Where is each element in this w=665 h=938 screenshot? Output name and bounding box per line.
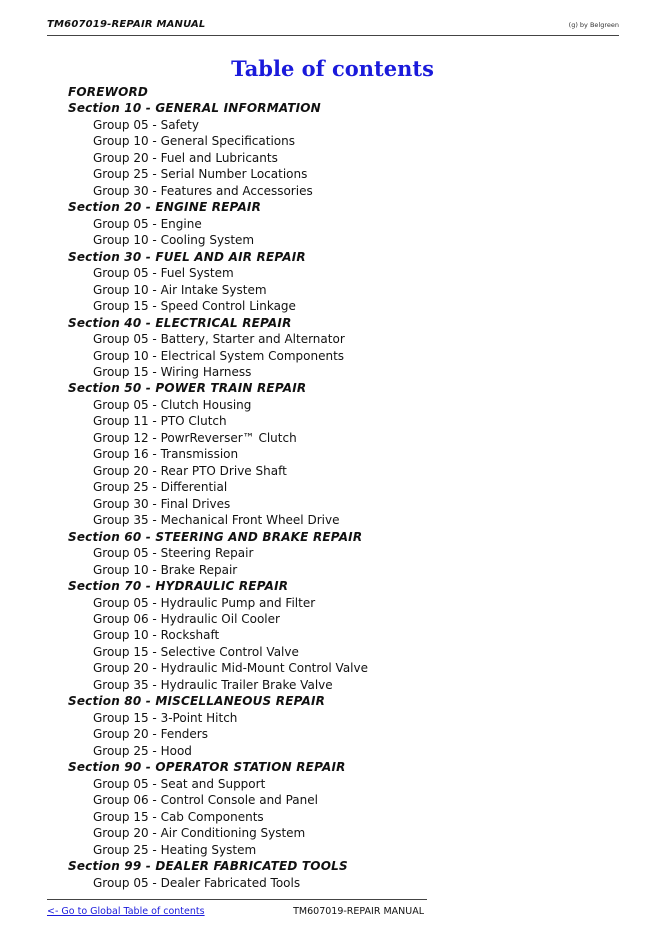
toc-group-link[interactable]: Group 20 - Air Conditioning System <box>93 826 306 841</box>
footer-manual-id: TM607019-REPAIR MANUAL <box>293 906 424 917</box>
toc-group-link[interactable]: Group 25 - Heating System <box>93 842 257 857</box>
toc-group-link[interactable]: Group 06 - Control Console and Panel <box>93 793 318 808</box>
credit-text: (g) by Belgreen <box>568 21 619 29</box>
toc-group-link[interactable]: Group 05 - Fuel System <box>93 266 234 281</box>
toc-section-link[interactable]: Section 50 - POWER TRAIN REPAIR <box>68 381 307 396</box>
toc-group-link[interactable]: Group 10 - Electrical System Components <box>93 348 345 363</box>
toc-group-link[interactable]: Group 05 - Hydraulic Pump and Filter <box>93 595 316 610</box>
toc-group-link[interactable]: Group 15 - Selective Control Valve <box>93 644 299 659</box>
toc-group-link[interactable]: Group 05 - Dealer Fabricated Tools <box>93 875 301 890</box>
toc-group-link[interactable]: Group 20 - Fenders <box>93 727 208 742</box>
page-header <box>47 17 619 36</box>
toc-list <box>68 84 468 891</box>
toc-group-link[interactable]: Group 16 - Transmission <box>93 447 239 462</box>
toc-group-link[interactable]: Group 15 - 3-Point Hitch <box>93 710 238 725</box>
toc-group-link[interactable]: Group 25 - Differential <box>93 480 228 495</box>
toc-section-link[interactable]: Section 20 - ENGINE REPAIR <box>68 200 262 215</box>
toc-group-link[interactable]: Group 25 - Serial Number Locations <box>93 167 308 182</box>
toc-group-link[interactable]: Group 25 - Hood <box>93 743 192 758</box>
toc-group-link[interactable]: Group 10 - General Specifications <box>93 134 295 149</box>
toc-group-link[interactable]: Group 10 - Rockshaft <box>93 628 220 643</box>
toc-group-link[interactable]: Group 06 - Hydraulic Oil Cooler <box>93 612 280 626</box>
toc-group-link[interactable]: Group 30 - Features and Accessories <box>93 183 313 198</box>
page-footer <box>47 899 427 920</box>
toc-group-link[interactable]: Group 12 - PowrReverser™ Clutch <box>93 430 297 445</box>
toc-section-link[interactable]: Section 10 - GENERAL INFORMATION <box>68 101 321 116</box>
toc-group-link[interactable]: Group 05 - Clutch Housing <box>93 397 252 412</box>
toc-group-link[interactable]: Group 10 - Cooling System <box>93 233 255 248</box>
toc-section-link[interactable]: Section 60 - STEERING AND BRAKE REPAIR <box>68 529 363 544</box>
global-toc-link[interactable]: <- Go to Global Table of contents <box>47 906 205 917</box>
toc-group-link[interactable]: Group 30 - Final Drives <box>93 496 231 511</box>
toc-section-link[interactable]: Section 40 - ELECTRICAL REPAIR <box>68 315 292 330</box>
toc-group-link[interactable]: Group 05 - Engine <box>93 216 202 231</box>
toc-group-link[interactable]: Group 15 - Speed Control Linkage <box>93 299 296 314</box>
toc-group-link[interactable]: Group 11 - PTO Clutch <box>93 414 227 429</box>
toc-group-link[interactable]: Group 35 - Mechanical Front Wheel Drive <box>93 513 340 528</box>
toc-section-link[interactable]: Section 30 - FUEL AND AIR REPAIR <box>68 249 306 264</box>
toc-group-link[interactable]: Group 35 - Hydraulic Trailer Brake Valve <box>93 677 333 692</box>
toc-group-link[interactable]: Group 05 - Steering Repair <box>93 546 254 561</box>
manual-id: TM607019-REPAIR MANUAL <box>47 19 206 30</box>
page-title: Table of contents <box>231 56 434 81</box>
toc-group-link[interactable]: Group 20 - Hydraulic Mid-Mount Control Valve <box>93 661 368 676</box>
toc-section-link[interactable]: FOREWORD <box>68 85 149 99</box>
toc-group-link[interactable]: Group 10 - Air Intake System <box>93 282 267 297</box>
toc-group-link[interactable]: Group 15 - Cab Components <box>93 809 264 824</box>
toc-group-link[interactable]: Group 05 - Safety <box>93 117 199 132</box>
toc-group-link[interactable]: Group 10 - Brake Repair <box>93 562 238 577</box>
toc-group-link[interactable]: Group 05 - Seat and Support <box>93 776 266 791</box>
toc-group-link[interactable]: Group 15 - Wiring Harness <box>93 364 252 379</box>
toc-section-link[interactable]: Section 99 - DEALER FABRICATED TOOLS <box>68 859 348 874</box>
toc-group-link[interactable]: Group 05 - Battery, Starter and Alternator <box>93 332 345 347</box>
toc-section-link[interactable]: Section 70 - HYDRAULIC REPAIR <box>68 579 289 594</box>
toc-group-link[interactable]: Group 20 - Rear PTO Drive Shaft <box>93 463 287 478</box>
toc-section-link[interactable]: Section 80 - MISCELLANEOUS REPAIR <box>68 694 326 709</box>
toc-group-link[interactable]: Group 20 - Fuel and Lubricants <box>93 150 278 165</box>
toc-section-link[interactable]: Section 90 - OPERATOR STATION REPAIR <box>68 760 346 775</box>
